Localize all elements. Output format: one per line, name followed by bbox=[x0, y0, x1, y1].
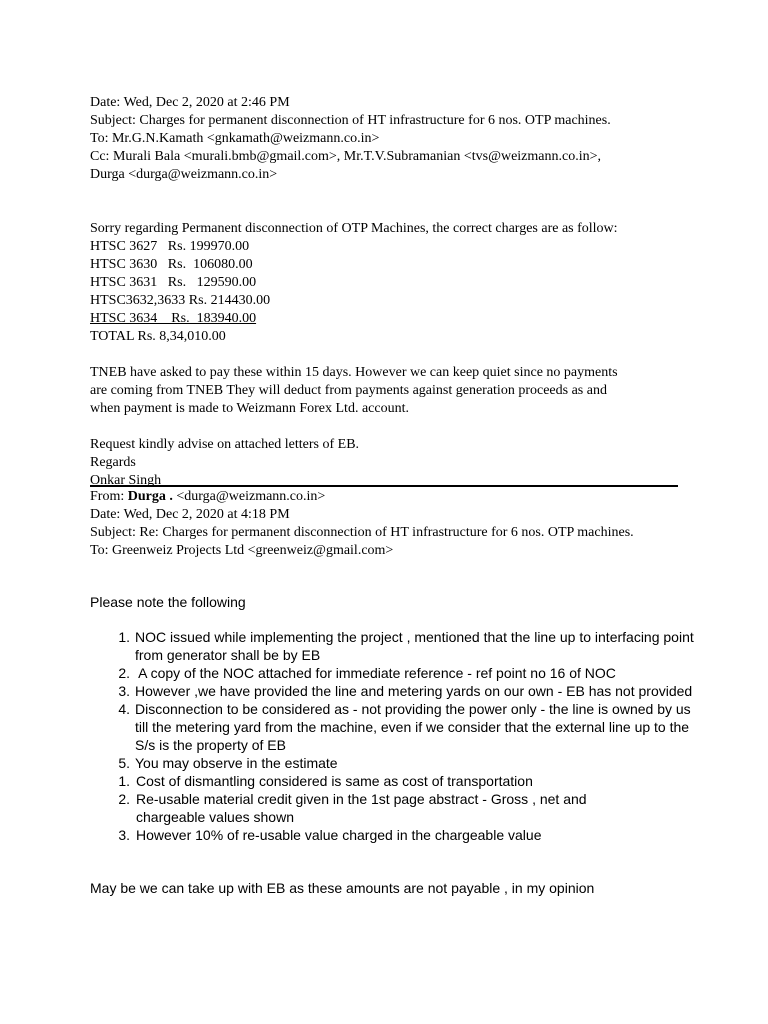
sub-list-item-text: Re-usable material credit given in the 1st page abstract - Gross , net and chargeable values shown bbox=[136, 791, 587, 825]
sub-list-item-text: However 10% of re-usable value charged in the chargeable value bbox=[136, 827, 542, 843]
email-1-paragraph-line-2: are coming from TNEB They will deduct from payments against generation proceeds as and bbox=[90, 383, 607, 398]
list-number: 5. bbox=[118, 755, 130, 771]
sub-list-number: 3. bbox=[118, 827, 130, 843]
list-item bbox=[90, 628, 694, 664]
list-number: 3. bbox=[118, 683, 130, 699]
charge-row: HTSC3632,3633 Rs. 214430.00 bbox=[90, 293, 271, 308]
sub-list-item bbox=[45, 790, 690, 826]
email-2-note bbox=[90, 593, 246, 611]
charge-row: HTSC 3631 Rs. 129590.00 bbox=[90, 275, 257, 290]
list-item-text: A copy of the NOC attached for immediate reference - ref point no 16 of NOC bbox=[135, 665, 616, 681]
sub-list bbox=[90, 772, 690, 844]
charge-row: HTSC 3627 Rs. 199970.00 bbox=[90, 239, 250, 254]
list-item-text: NOC issued while implementing the project , mentioned that the line up to interfacing point from generator shall be by EB bbox=[135, 629, 694, 663]
from-label: From: bbox=[90, 489, 128, 504]
email-1-cc-line-1: Cc: Murali Bala <murali.bmb@gmail.com>, Mr.T.V.Subramanian <tvs@weizmann.co.in>, bbox=[90, 149, 601, 164]
email-2-date: Date: Wed, Dec 2, 2020 at 4:18 PM bbox=[90, 507, 290, 522]
sub-list-item bbox=[45, 772, 690, 790]
email-1-cc-line-2: Durga <durga@weizmann.co.in> bbox=[90, 167, 278, 182]
closing-text: May be we can take up with EB as these amounts are not payable , in my opinion bbox=[90, 880, 595, 896]
list-number: 2. bbox=[118, 665, 130, 681]
from-address: <durga@weizmann.co.in> bbox=[172, 489, 326, 504]
email-divider bbox=[90, 485, 678, 487]
charge-row: HTSC 3630 Rs. 106080.00 bbox=[90, 257, 253, 272]
sub-list-item-text: Cost of dismantling considered is same as cost of transportation bbox=[136, 773, 533, 789]
email-1-paragraph-line-3: when payment is made to Weizmann Forex Ltd. account. bbox=[90, 401, 409, 416]
list-item-text: You may observe in the estimate bbox=[135, 755, 338, 771]
points-list bbox=[90, 628, 694, 844]
email-1-request: Request kindly advise on attached letters of EB. bbox=[90, 437, 360, 452]
charge-row: HTSC 3634 Rs. 183940.00 bbox=[90, 311, 257, 326]
email-2-from bbox=[90, 488, 710, 506]
list-item bbox=[90, 754, 690, 844]
sub-list-item bbox=[45, 826, 690, 844]
email-2-closing bbox=[90, 879, 594, 897]
list-item-text: However ,we have provided the line and metering yards on our own - EB has not provided bbox=[135, 683, 693, 699]
email-2-header bbox=[90, 488, 710, 560]
email-1-signature: Onkar Singh bbox=[90, 473, 162, 488]
email-1-date: Date: Wed, Dec 2, 2020 at 2:46 PM bbox=[90, 95, 290, 110]
email-1-subject: Subject: Charges for permanent disconnection of HT infrastructure for 6 nos. OTP machines. bbox=[90, 113, 611, 128]
from-name: Durga . bbox=[127, 489, 173, 504]
email-2-subject: Subject: Re: Charges for permanent disconnection of HT infrastructure for 6 nos. OTP machines. bbox=[90, 525, 634, 540]
sub-list-number: 2. bbox=[118, 791, 130, 807]
email-1 bbox=[90, 94, 710, 490]
charges-total: TOTAL Rs. 8,34,010.00 bbox=[90, 329, 226, 344]
sub-list-number: 1. bbox=[118, 773, 130, 789]
list-item-text: Disconnection to be considered as - not providing the power only - the line is owned by us till the metering yard from the machine, even if we consider that the external line up to the S/s is the property of EB bbox=[135, 701, 691, 753]
email-1-to: To: Mr.G.N.Kamath <gnkamath@weizmann.co.in> bbox=[90, 131, 380, 146]
email-1-paragraph-line-1: TNEB have asked to pay these within 15 days. However we can keep quiet since no payments bbox=[90, 365, 618, 380]
note-text: Please note the following bbox=[90, 594, 246, 610]
list-item bbox=[90, 682, 693, 700]
list-item bbox=[90, 700, 690, 754]
email-1-regards: Regards bbox=[90, 455, 136, 470]
email-1-intro: Sorry regarding Permanent disconnection of OTP Machines, the correct charges are as follow: bbox=[90, 221, 618, 236]
list-number: 1. bbox=[118, 629, 130, 645]
list-item bbox=[90, 664, 690, 682]
list-number: 4. bbox=[118, 701, 130, 717]
email-2-to: To: Greenweiz Projects Ltd <greenweiz@gmail.com> bbox=[90, 543, 394, 558]
